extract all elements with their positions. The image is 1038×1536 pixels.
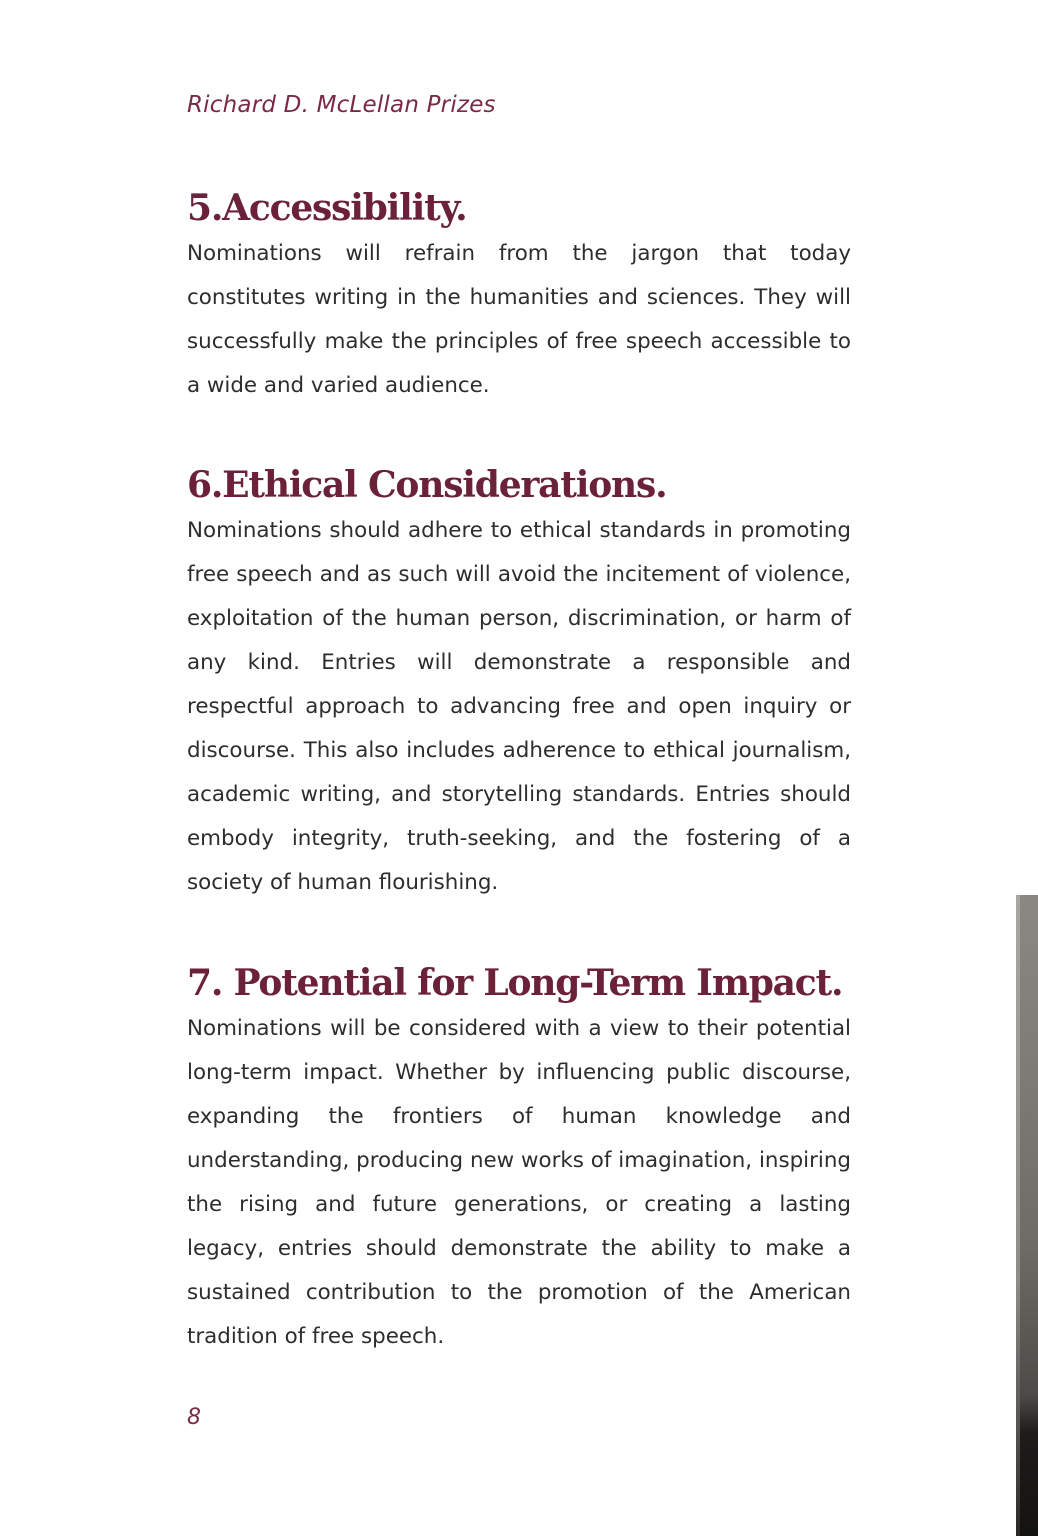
adjacent-page-photo-edge: [1016, 895, 1038, 1536]
photo-edge-highlight: [1016, 895, 1020, 1536]
section-heading: 7. Potential for Long-Term Impact.: [187, 962, 843, 1004]
section-body: Nominations should adhere to ethical standards in promoting free speech and as such will avoid the incitement of violence, exploitation of the human person, discrimination, or harm of any kind. Entries will demonstrate a responsible and respectful approach to advancing free and open inquiry or discourse. This also includes adherence to ethical journalism, academic writing, and storytelling standards. Entries should embody integrity, truth-seeking, and the fostering of a society of human flourishing.: [187, 518, 851, 895]
running-header: Richard D. McLellan Prizes: [187, 92, 496, 118]
section-long-term-impact: [187, 961, 851, 1359]
page-number: 8: [187, 1405, 201, 1430]
section-heading: 5.Accessibility.: [187, 187, 467, 229]
section-body: Nominations will refrain from the jargon that today constitutes writing in the humanities and sciences. They will successfully make the principles of free speech accessible to a wide and varied audience.: [187, 241, 851, 398]
section-heading: 6.Ethical Considerations.: [187, 464, 667, 506]
section-body: Nominations will be considered with a view to their potential long-term impact. Whether by influencing public discourse, expanding the frontiers of human knowledge and understanding, producing new works of imagination, inspiring the rising and future generations, or creating a lasting legacy, entries should demonstrate the ability to make a sustained contribution to the promotion of the American tradition of free speech.: [187, 1016, 851, 1349]
section-ethical-considerations: [187, 463, 851, 905]
section-accessibility: [187, 186, 851, 408]
